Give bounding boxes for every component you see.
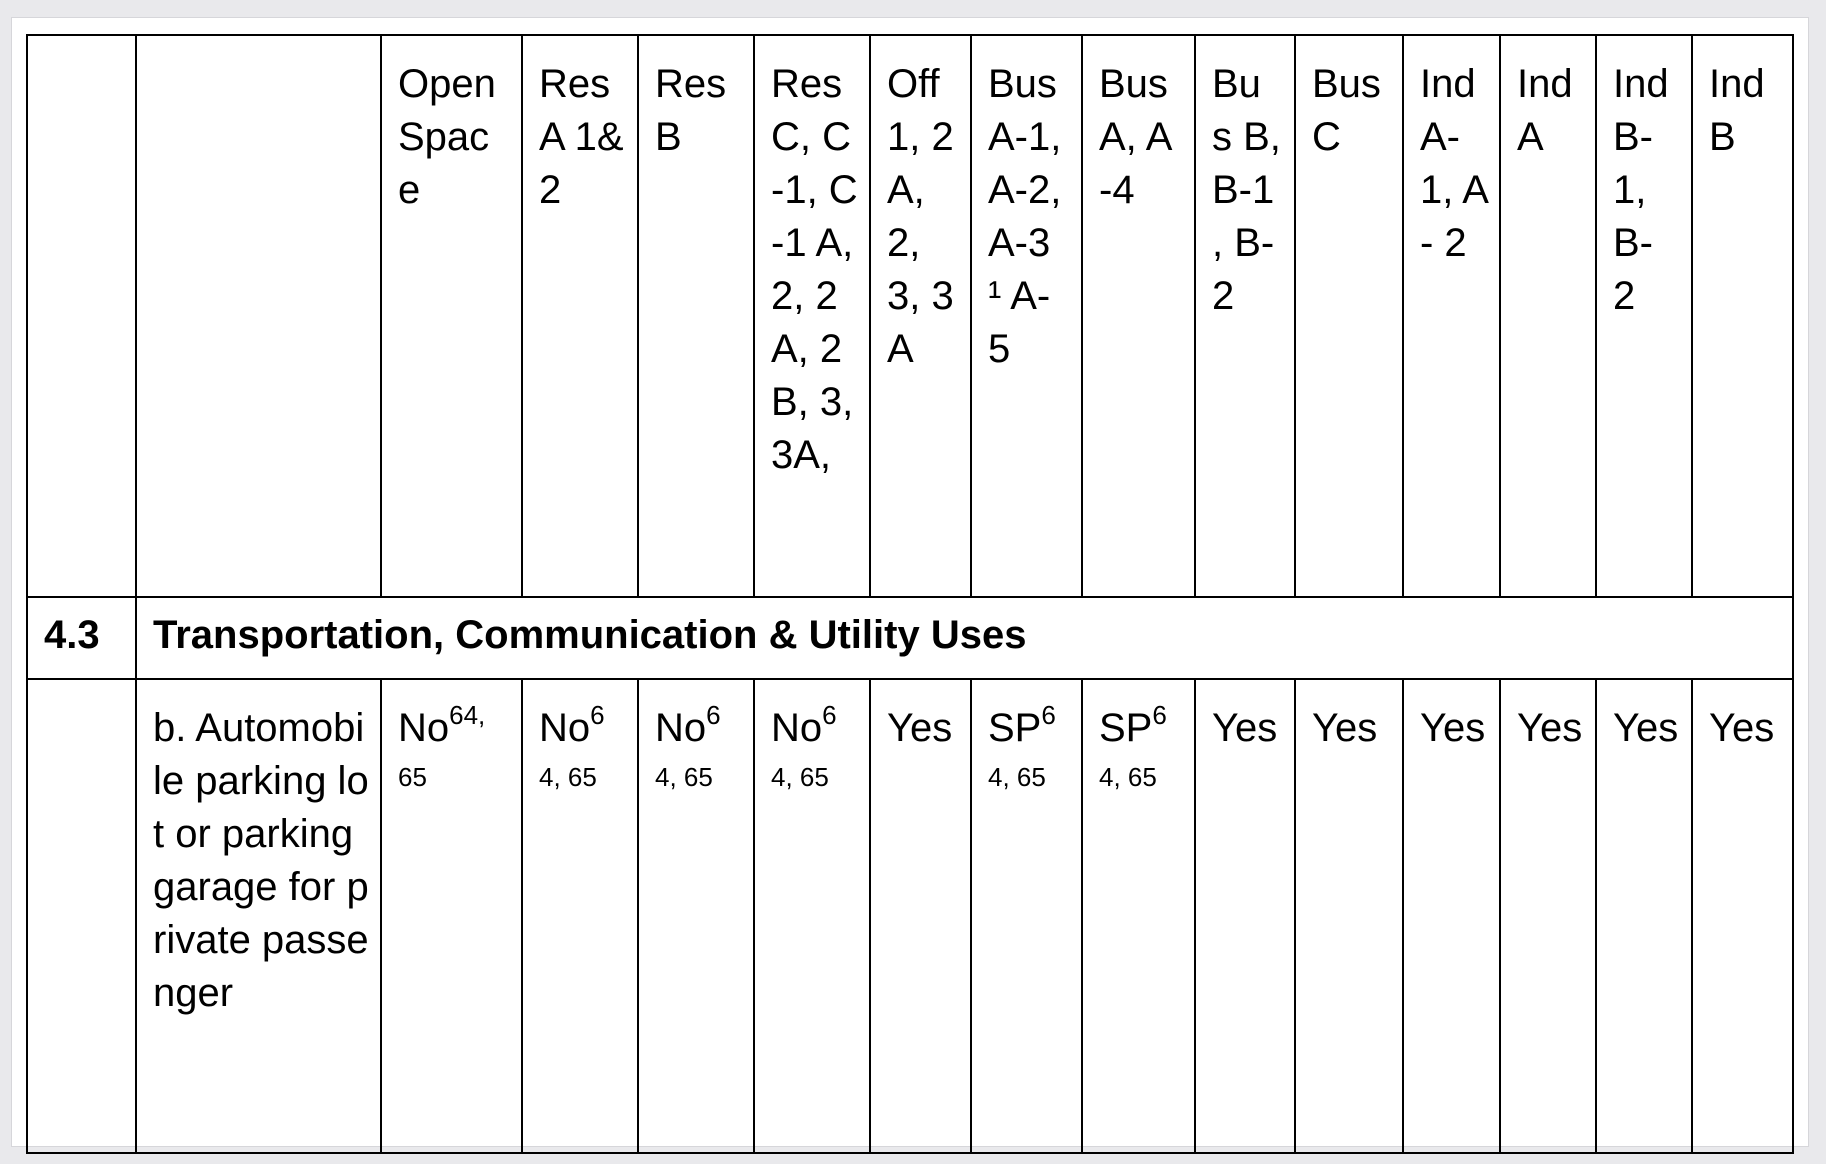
header-zone-open-space: Open Spac e bbox=[381, 35, 522, 597]
footnote-ref: 6 bbox=[822, 700, 837, 730]
footnote-ref-cont: 4, 65 bbox=[1099, 762, 1157, 792]
cell-bus-a bbox=[1082, 679, 1195, 1153]
header-zone-ind-b1: Ind B- 1, B- 2 bbox=[1596, 35, 1692, 597]
footnote-ref: 6 bbox=[706, 700, 721, 730]
cell-ind-a bbox=[1500, 679, 1596, 1153]
cell-bus-c bbox=[1295, 679, 1403, 1153]
cell-value: SP bbox=[1099, 706, 1153, 750]
section-number: 4.3 bbox=[27, 597, 136, 679]
section-title: Transportation, Communication & Utility Uses bbox=[136, 597, 1793, 679]
header-zone-ind-b: Ind B bbox=[1692, 35, 1793, 597]
footnote-ref-cont: 4, 65 bbox=[771, 762, 829, 792]
header-zone-ind-a: Ind A bbox=[1500, 35, 1596, 597]
cell-value: SP bbox=[988, 706, 1042, 750]
document-page bbox=[12, 18, 1808, 1146]
cell-ind-b bbox=[1692, 679, 1793, 1153]
cell-bus-b bbox=[1195, 679, 1295, 1153]
cell-bus-a1 bbox=[971, 679, 1082, 1153]
cell-ind-a1 bbox=[1403, 679, 1500, 1153]
header-zone-off: Off 1, 2A, 2, 3, 3A bbox=[870, 35, 971, 597]
cell-value: Yes bbox=[1613, 706, 1679, 750]
section-row bbox=[27, 597, 1793, 679]
cell-value: No bbox=[771, 706, 823, 750]
footnote-ref: 6 bbox=[1152, 700, 1167, 730]
use-description: b. Automobile parking lot or parking garage for private passenger bbox=[136, 679, 381, 1153]
footnote-ref: 6 bbox=[1041, 700, 1056, 730]
header-blank-use bbox=[136, 35, 381, 597]
header-zone-bus-b: Bu s B, B-1 , B-2 bbox=[1195, 35, 1295, 597]
cell-ind-b1 bbox=[1596, 679, 1692, 1153]
cell-value: Yes bbox=[1517, 706, 1583, 750]
cell-open-space bbox=[381, 679, 522, 1153]
footnote-ref-cont: 4, 65 bbox=[988, 762, 1046, 792]
footnote-ref: 6 bbox=[590, 700, 605, 730]
header-zone-res-c: Res C, C-1, C-1 A, 2, 2A, 2B, 3, 3A, bbox=[754, 35, 870, 597]
cell-value: No bbox=[398, 706, 450, 750]
cell-value: Yes bbox=[1312, 706, 1378, 750]
cell-value: Yes bbox=[1709, 706, 1775, 750]
footnote-ref-cont: 4, 65 bbox=[655, 762, 713, 792]
header-zone-bus-a1: Bus A-1, A-2, A-3 ¹ A-5 bbox=[971, 35, 1082, 597]
cell-value: No bbox=[539, 706, 591, 750]
cell-res-c bbox=[754, 679, 870, 1153]
footnote-ref-cont: 65 bbox=[398, 762, 427, 792]
table-row bbox=[27, 679, 1793, 1153]
header-blank-number bbox=[27, 35, 136, 597]
zoning-use-table bbox=[26, 34, 1794, 1154]
header-zone-bus-a: Bus A, A-4 bbox=[1082, 35, 1195, 597]
cell-value: Yes bbox=[887, 706, 953, 750]
header-row bbox=[27, 35, 1793, 597]
cell-off bbox=[870, 679, 971, 1153]
header-zone-res-a: Res A 1&2 bbox=[522, 35, 638, 597]
header-zone-ind-a1: Ind A- 1, A- 2 bbox=[1403, 35, 1500, 597]
cell-res-b bbox=[638, 679, 754, 1153]
cell-value: Yes bbox=[1212, 706, 1278, 750]
cell-value: Yes bbox=[1420, 706, 1486, 750]
footnote-ref-cont: 4, 65 bbox=[539, 762, 597, 792]
footnote-ref: 64, bbox=[449, 700, 486, 730]
header-zone-res-b: Res B bbox=[638, 35, 754, 597]
row-number-cell bbox=[27, 679, 136, 1153]
cell-value: No bbox=[655, 706, 707, 750]
header-zone-bus-c: Bus C bbox=[1295, 35, 1403, 597]
cell-res-a bbox=[522, 679, 638, 1153]
